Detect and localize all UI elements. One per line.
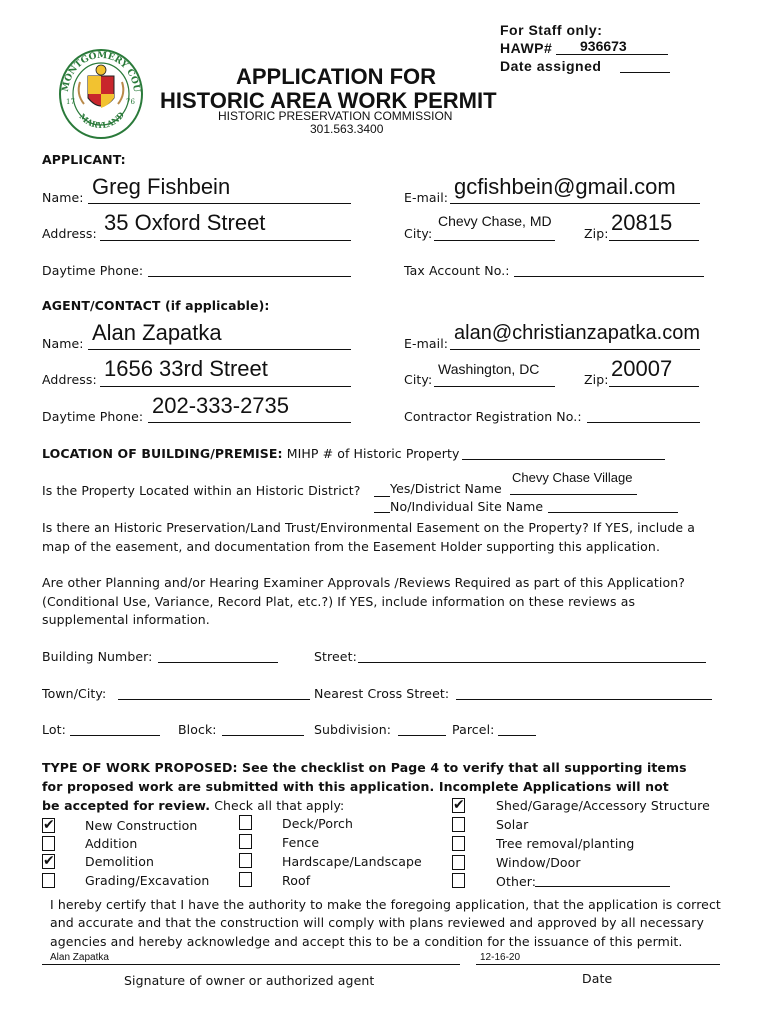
label-fence: Fence (282, 835, 320, 850)
applicant-address-field[interactable] (100, 240, 351, 241)
easement-line-2: map of the easement, and documentation from the Easement Holder supporting this application. (42, 539, 661, 554)
checkbox-hardscape-landscape[interactable] (239, 853, 252, 868)
district-name-value: Chevy Chase Village (512, 470, 633, 485)
applicant-city-value: Chevy Chase, MD (438, 213, 552, 229)
applicant-city-label: City: (404, 226, 433, 241)
seal-text-bottom: MARYLAND (77, 109, 127, 131)
agent-phone-value: 202-333-2735 (152, 393, 290, 418)
agent-email-field[interactable] (450, 349, 700, 350)
district-yes-label: Yes/District Name (390, 481, 502, 496)
subdivision-label: Subdivision: (314, 722, 392, 737)
applicant-name-label: Name: (42, 190, 84, 205)
mihp-field[interactable] (462, 459, 665, 460)
seal-year-left: 17 (66, 98, 75, 106)
agent-city-label: City: (404, 372, 433, 387)
agent-name-field[interactable] (88, 349, 351, 350)
location-row (42, 446, 460, 461)
contractor-registration-label: Contractor Registration No.: (404, 409, 582, 424)
date-assigned-label: Date assigned (500, 58, 602, 74)
work-heading-rest: Check all that apply: (214, 798, 345, 813)
applicant-zip-label: Zip: (584, 226, 609, 241)
town-city-field[interactable] (118, 699, 310, 700)
certify-line-3: agencies and hereby acknowledge and accept this to be a condition for the issuance of this permit. (50, 934, 683, 949)
work-heading-line-2: for proposed work are submitted with this application. Incomplete Applications will not (42, 779, 669, 794)
certify-line-1: I hereby certify that I have the authority to make the foregoing application, that the application is correct (50, 897, 721, 912)
checkbox-roof[interactable] (239, 872, 252, 887)
building-number-field[interactable] (158, 662, 278, 663)
district-question: Is the Property Located within an Historic District? (42, 483, 361, 498)
lot-label: Lot: (42, 722, 66, 737)
parcel-field[interactable] (498, 735, 536, 736)
applicant-email-field[interactable] (450, 203, 700, 204)
label-window-door: Window/Door (496, 855, 581, 870)
checkbox-fence[interactable] (239, 834, 252, 849)
checkbox-tree-removal[interactable] (452, 836, 465, 851)
district-name-field[interactable] (510, 494, 637, 495)
checkbox-deck-porch[interactable] (239, 815, 252, 830)
label-grading-excavation: Grading/Excavation (85, 873, 210, 888)
applicant-email-value: gcfishbein@gmail.com (454, 174, 676, 199)
individual-site-field[interactable] (548, 512, 678, 513)
work-heading-line-3 (42, 798, 344, 813)
commission-name: HISTORIC PRESERVATION COMMISSION (218, 109, 453, 123)
commission-phone: 301.563.3400 (310, 122, 384, 136)
date-field[interactable] (476, 964, 720, 965)
checkbox-shed-garage[interactable]: ✔ (453, 797, 465, 813)
label-roof: Roof (282, 873, 311, 888)
agent-name-label: Name: (42, 336, 84, 351)
applicant-zip-field[interactable] (609, 240, 699, 241)
signature-field[interactable] (42, 964, 460, 965)
label-other: Other: (496, 874, 537, 889)
applicant-name-value: Greg Fishbein (92, 174, 231, 199)
district-no-label: No/Individual Site Name (390, 499, 544, 514)
checkbox-solar[interactable] (452, 817, 465, 832)
parcel-label: Parcel: (452, 722, 495, 737)
agent-address-field[interactable] (100, 386, 351, 387)
hawp-line (556, 54, 668, 55)
label-hardscape-landscape: Hardscape/Landscape (282, 854, 422, 869)
agent-zip-value: 20007 (611, 356, 673, 381)
label-deck-porch: Deck/Porch (282, 816, 354, 831)
date-assigned-line[interactable] (620, 72, 670, 73)
agent-address-label: Address: (42, 372, 97, 387)
applicant-email-label: E-mail: (404, 190, 449, 205)
applicant-name-field[interactable] (88, 203, 351, 204)
applicant-city-field[interactable] (434, 240, 555, 241)
agent-email-value: alan@christianzapatka.com (454, 322, 700, 344)
subdivision-field[interactable] (398, 735, 446, 736)
building-number-label: Building Number: (42, 649, 153, 664)
applicant-address-label: Address: (42, 226, 97, 241)
agent-zip-label: Zip: (584, 372, 609, 387)
hawp-label: HAWP# (500, 40, 553, 56)
checkbox-new-construction[interactable]: ✔ (43, 817, 55, 833)
tax-account-field[interactable] (514, 276, 704, 277)
label-solar: Solar (496, 817, 529, 832)
cross-street-field[interactable] (456, 699, 712, 700)
lot-field[interactable] (70, 735, 160, 736)
staff-heading: For Staff only: (500, 22, 603, 38)
mihp-label: MIHP # of Historic Property (286, 446, 460, 461)
applicant-address-value: 35 Oxford Street (104, 210, 266, 235)
applicant-phone-label: Daytime Phone: (42, 263, 144, 278)
street-label: Street: (314, 649, 357, 664)
signer-name: Alan Zapatka (50, 952, 109, 963)
signature-date: 12-16-20 (480, 952, 521, 963)
agent-heading: AGENT/CONTACT (if applicable): (42, 298, 270, 313)
label-addition: Addition (85, 836, 138, 851)
tax-account-label: Tax Account No.: (404, 263, 510, 278)
approvals-line-3: supplemental information. (42, 612, 210, 627)
applicant-phone-field[interactable] (148, 276, 351, 277)
label-tree-removal: Tree removal/planting (496, 836, 635, 851)
checkbox-grading-excavation[interactable] (42, 873, 55, 888)
block-label: Block: (178, 722, 217, 737)
title-line-1: APPLICATION FOR (236, 64, 437, 89)
street-field[interactable] (358, 662, 706, 663)
approvals-line-2: (Conditional Use, Variance, Record Plat, etc.?) If YES, include information on these reviews as (42, 594, 636, 609)
easement-line-1: Is there an Historic Preservation/Land Trust/Environmental Easement on the Property? If YES, include a (42, 520, 696, 535)
checkbox-addition[interactable] (42, 836, 55, 851)
label-new-construction: New Construction (85, 818, 198, 833)
checkbox-other[interactable] (452, 873, 465, 888)
county-seal-logo (58, 48, 144, 140)
district-yes-blank[interactable] (374, 496, 390, 497)
agent-zip-field[interactable] (609, 386, 699, 387)
svg-text:MARYLAND (78, 110, 127, 130)
agent-phone-label: Daytime Phone: (42, 409, 144, 424)
work-heading-line-1: TYPE OF WORK PROPOSED: See the checklist on Page 4 to verify that all supporting items (42, 760, 687, 775)
label-shed-garage: Shed/Garage/Accessory Structure (496, 798, 710, 813)
cross-street-label: Nearest Cross Street: (314, 686, 450, 701)
certify-line-2: and accurate and that the construction will comply with plans reviewed and approved by all necessary (50, 915, 705, 930)
contractor-registration-field[interactable] (587, 422, 700, 423)
approvals-line-1: Are other Planning and/or Hearing Examiner Approvals /Reviews Required as part of this Application? (42, 575, 685, 590)
agent-phone-field[interactable] (148, 422, 351, 423)
title-line-2: HISTORIC AREA WORK PERMIT (160, 88, 497, 113)
hawp-number: 936673 (580, 38, 627, 54)
checkbox-demolition[interactable]: ✔ (43, 853, 55, 869)
seal-year-right: 76 (126, 98, 135, 106)
town-city-label: Town/City: (42, 686, 107, 701)
block-field[interactable] (222, 735, 304, 736)
signature-label: Signature of owner or authorized agent (124, 973, 375, 988)
agent-name-value: Alan Zapatka (92, 320, 222, 345)
applicant-heading: APPLICANT: (42, 152, 126, 167)
location-heading: LOCATION OF BUILDING/PREMISE: (42, 446, 283, 461)
district-no-blank[interactable] (374, 512, 390, 513)
checkbox-window-door[interactable] (452, 855, 465, 870)
date-label: Date (582, 971, 613, 986)
label-demolition: Demolition (85, 854, 155, 869)
other-field[interactable] (535, 886, 670, 887)
agent-address-value: 1656 33rd Street (104, 356, 268, 381)
seal-text-top: MONTGOMERY COU (60, 50, 142, 93)
agent-city-field[interactable] (434, 386, 555, 387)
agent-city-value: Washington, DC (438, 361, 540, 377)
agent-email-label: E-mail: (404, 336, 449, 351)
applicant-zip-value: 20815 (611, 210, 673, 235)
work-heading-bold: be accepted for review. (42, 798, 211, 813)
